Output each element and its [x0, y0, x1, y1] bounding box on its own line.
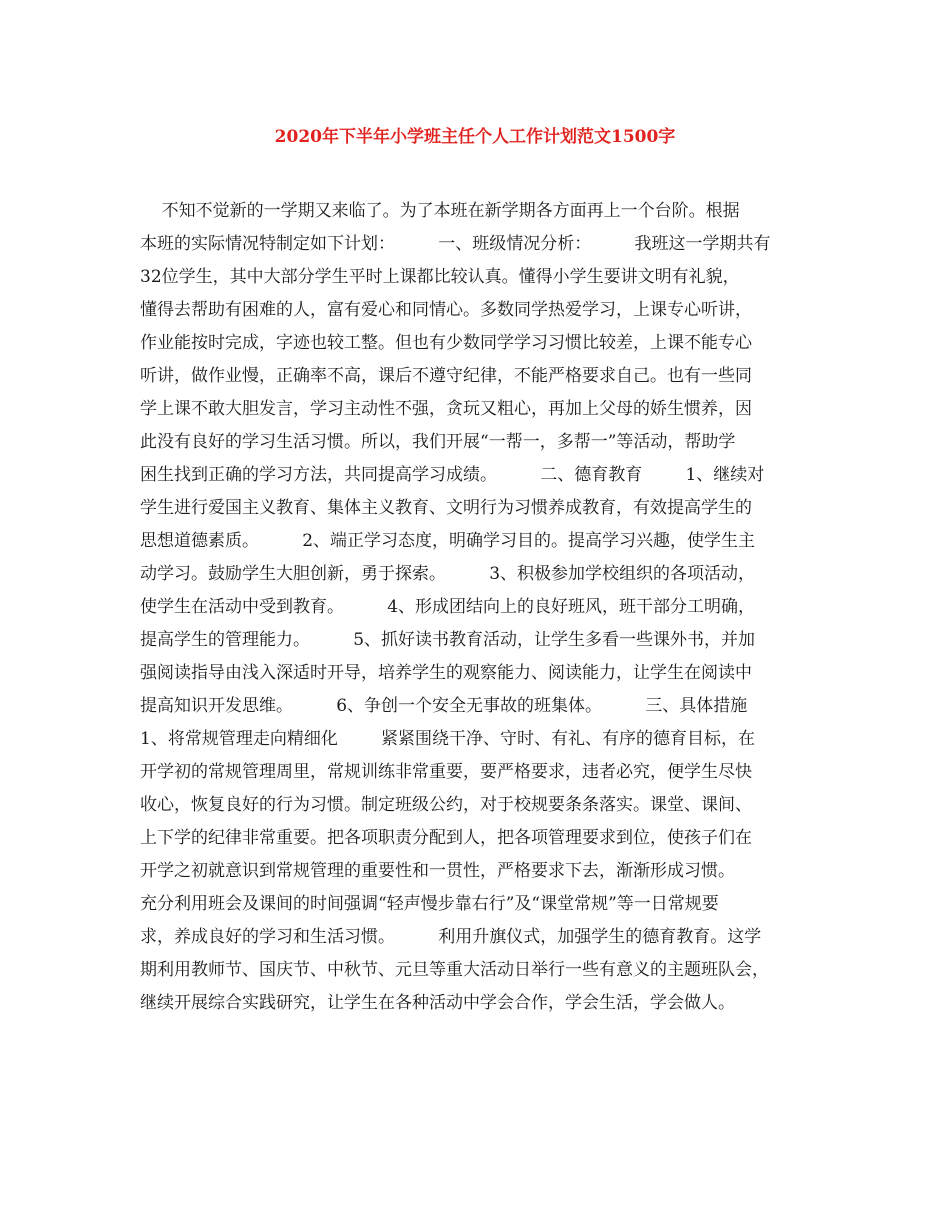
body-line: 此没有良好的学习生活习惯。所以，我们开展“一帮一，多帮一”等活动，帮助学	[140, 432, 736, 452]
body-line: 提高知识开发思维。 6、争创一个安全无事故的班集体。 三、具体措施	[140, 696, 748, 716]
body-line: 充分利用班会及课间的时间强调“轻声慢步靠右行”及“课堂常规”等一日常规要	[140, 894, 719, 914]
body-line: 本班的实际情况特制定如下计划： 一、班级情况分析： 我班这一学期共有	[140, 234, 771, 254]
body-line: 学生进行爱国主义教育、集体主义教育、文明行为习惯养成教育，有效提高学生的	[140, 498, 752, 518]
document-title: 2020年下半年小学班主任个人工作计划范文1500字	[274, 127, 676, 147]
body-line: 强阅读指导由浅入深适时开导，培养学生的观察能力、阅读能力，让学生在阅读中	[140, 663, 752, 683]
body-line: 使学生在活动中受到教育。 4、形成团结向上的良好班风，班干部分工明确，	[140, 597, 756, 617]
body-line: 听讲，做作业慢，正确率不高，课后不遵守纪律，不能严格要求自己。也有一些同	[140, 366, 752, 386]
body-line: 开学之初就意识到常规管理的重要性和一贯性，严格要求下去，渐渐形成习惯。	[140, 861, 735, 881]
body-line: 求，养成良好的学习和生活习惯。 利用升旗仪式，加强学生的德育教育。这学	[140, 927, 762, 947]
body-line: 提高学生的管理能力。 5、抓好读书教育活动，让学生多看一些课外书，并加	[140, 630, 756, 650]
body-line: 不知不觉新的一学期又来临了。为了本班在新学期各方面再上一个台阶。根据	[140, 201, 740, 221]
body-line: 作业能按时完成，字迹也较工整。但也有少数同学学习习惯比较差，上课不能专心	[140, 333, 752, 353]
body-line: 懂得去帮助有困难的人，富有爱心和同情心。多数同学热爱学习，上课专心听讲，	[140, 300, 752, 320]
body-line: 32位学生，其中大部分学生平时上课都比较认真。懂得小学生要讲文明有礼貌，	[140, 267, 740, 287]
body-line: 开学初的常规管理周里，常规训练非常重要，要严格要求，违者必究，便学生尽快	[140, 762, 752, 782]
body-line: 期利用教师节、国庆节、中秋节、元旦等重大活动日举行一些有意义的主题班队会，	[140, 960, 769, 980]
body-line: 收心，恢复良好的行为习惯。制定班级公约，对于校规要条条落实。课堂、课间、	[140, 795, 752, 815]
body-line: 1、将常规管理走向精细化 紧紧围绕干净、守时、有礼、有序的德育目标，在	[140, 729, 756, 749]
body-line: 动学习。鼓励学生大胆创新，勇于探索。 3、积极参加学校组织的各项活动，	[140, 564, 756, 584]
body-line: 继续开展综合实践研究，让学生在各种活动中学会合作，学会生活，学会做人。	[140, 993, 735, 1013]
body-line: 困生找到正确的学习方法，共同提高学习成绩。 二、德育教育 1、继续对	[140, 465, 765, 485]
body-line: 学上课不敢大胆发言，学习主动性不强，贪玩又粗心，再加上父母的娇生惯养，因	[140, 399, 752, 419]
body-line: 思想道德素质。 2、端正学习态度，明确学习目的。提高学习兴趣，使学生主	[140, 531, 756, 551]
body-line: 上下学的纪律非常重要。把各项职责分配到人，把各项管理要求到位，使孩子们在	[140, 828, 752, 848]
